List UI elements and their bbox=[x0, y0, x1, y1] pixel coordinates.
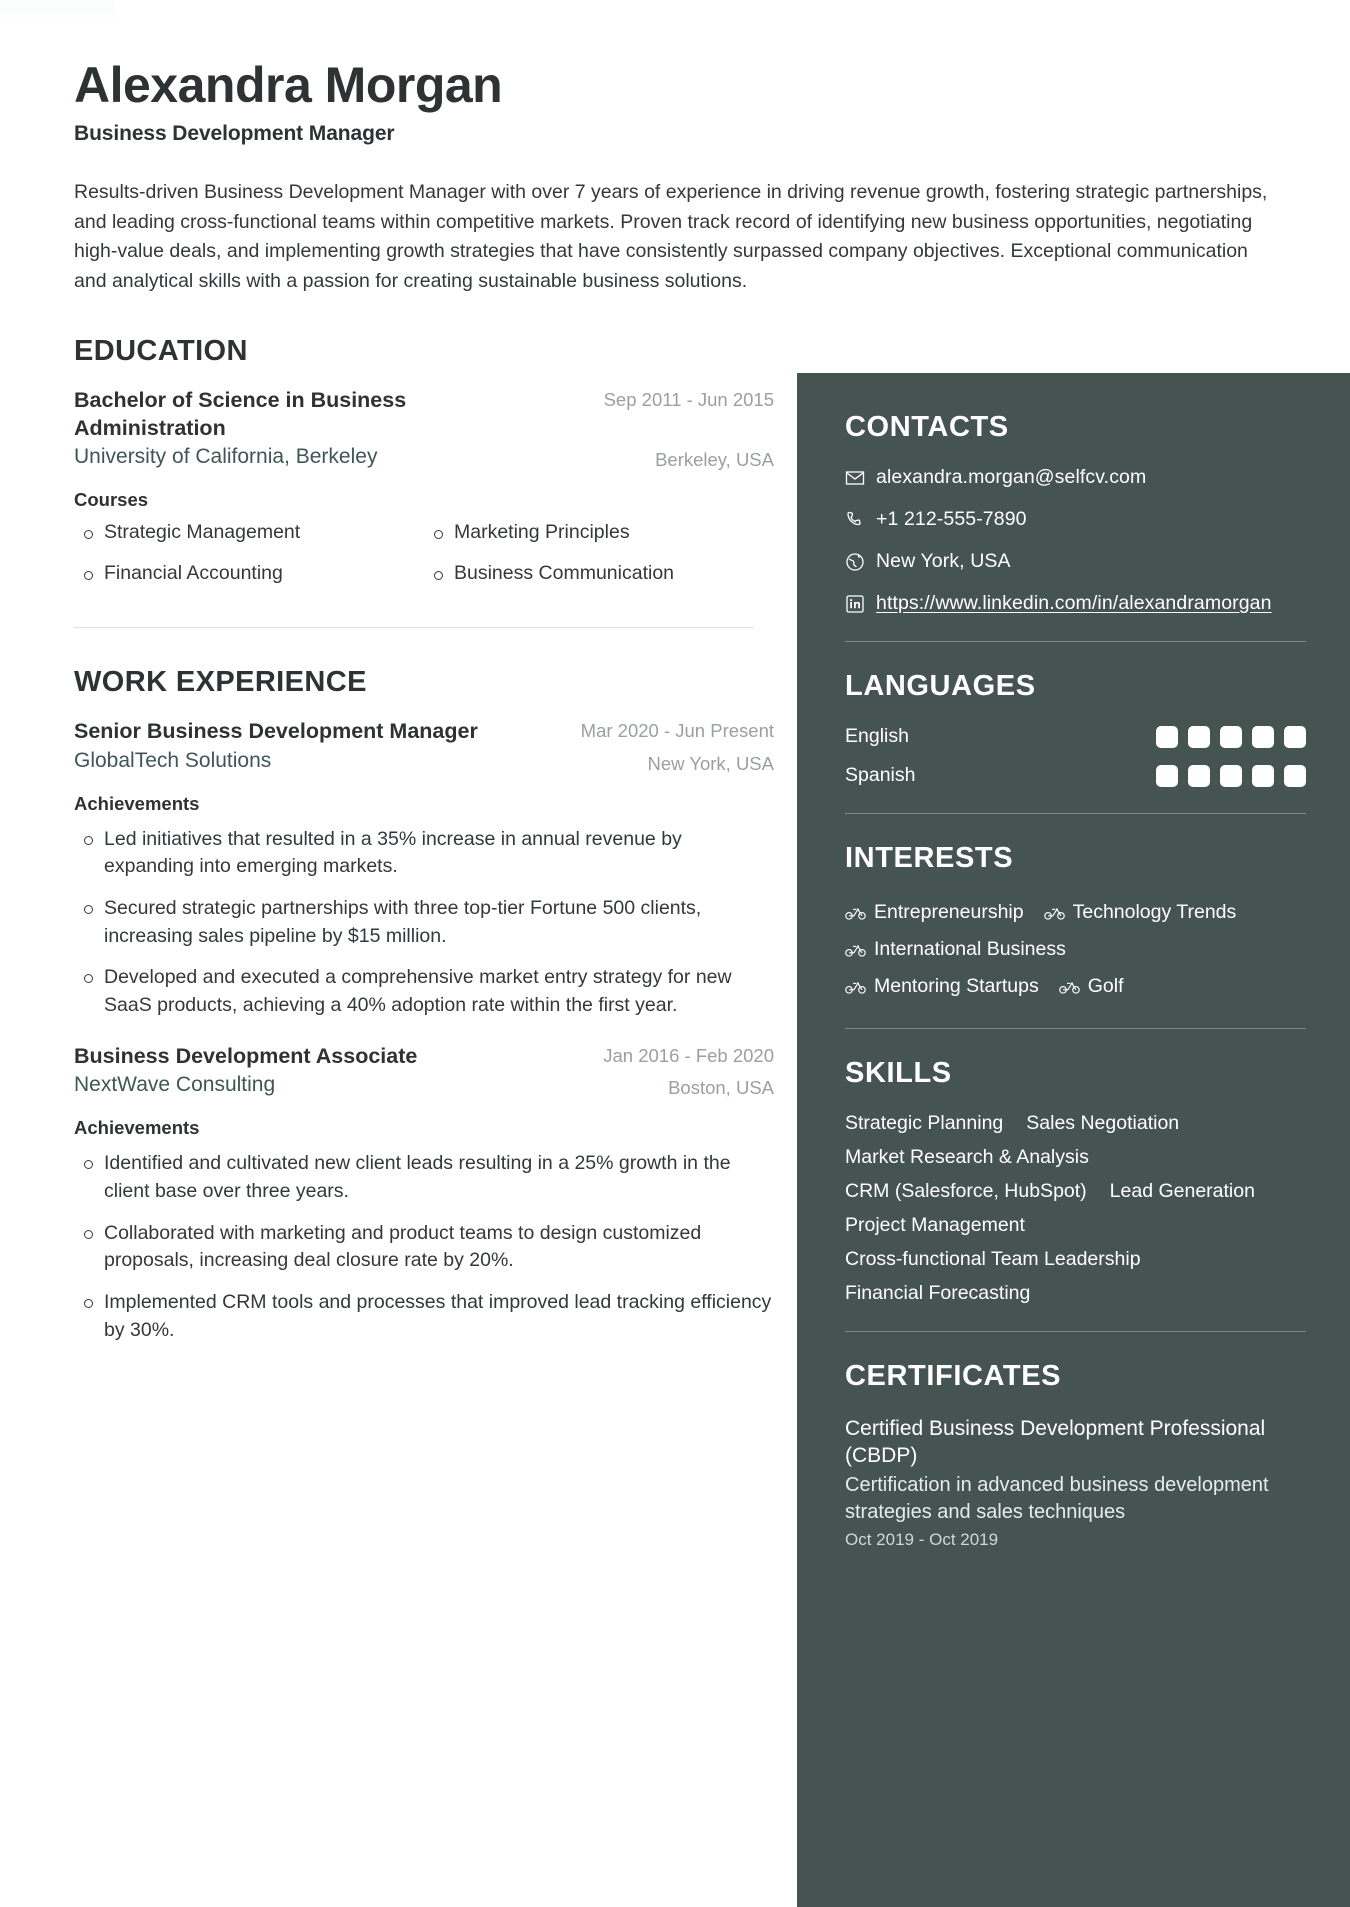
contact-location bbox=[845, 550, 1306, 573]
work-title: Senior Business Development Manager bbox=[74, 719, 478, 744]
work-date: Jan 2016 - Feb 2020 bbox=[603, 1044, 774, 1066]
achievement-item: Implemented CRM tools and processes that improved lead tracking efficiency by 30%. bbox=[74, 1289, 774, 1344]
level-dot bbox=[1252, 765, 1274, 787]
course-item: Marketing Principles bbox=[424, 521, 774, 544]
courses-label: Courses bbox=[74, 489, 149, 511]
courses-list bbox=[74, 521, 774, 603]
work-entry bbox=[74, 1042, 774, 1345]
section-divider bbox=[74, 627, 754, 628]
language-name: English bbox=[845, 725, 909, 747]
education-date: Sep 2011 - Jun 2015 bbox=[603, 388, 774, 410]
interest-label: Technology Trends bbox=[1072, 901, 1237, 923]
sidebar bbox=[797, 373, 1350, 1907]
interest-label: Golf bbox=[1087, 975, 1124, 997]
certificates-heading: CERTIFICATES bbox=[845, 1360, 1062, 1392]
interest-item bbox=[845, 971, 1039, 1002]
level-dot bbox=[1284, 765, 1306, 787]
interest-label: International Business bbox=[874, 938, 1066, 960]
bicycle-icon bbox=[845, 979, 866, 995]
achievements-label: Achievements bbox=[74, 792, 200, 814]
languages-heading: LANGUAGES bbox=[845, 670, 1036, 702]
skill-item: Financial Forecasting bbox=[845, 1282, 1031, 1304]
bicycle-icon bbox=[1059, 979, 1080, 995]
contacts-heading: CONTACTS bbox=[845, 411, 1009, 443]
achievement-item: Identified and cultivated new client leads resulting in a 25% growth in the client base over three years. bbox=[74, 1150, 774, 1205]
language-name: Spanish bbox=[845, 764, 916, 786]
interests-heading: INTERESTS bbox=[845, 842, 1014, 874]
contact-location-text: New York, USA bbox=[876, 550, 1011, 572]
sidebar-divider bbox=[845, 641, 1306, 642]
contact-email-text: alexandra.morgan@selfcv.com bbox=[876, 466, 1147, 488]
level-dot bbox=[1156, 765, 1178, 787]
envelope-icon bbox=[845, 468, 865, 488]
language-level-dots bbox=[1156, 765, 1306, 787]
skill-item: Market Research & Analysis bbox=[845, 1146, 1089, 1168]
interest-item bbox=[1044, 897, 1237, 928]
interests-list bbox=[845, 897, 1306, 1002]
level-dot bbox=[1284, 726, 1306, 748]
course-item: Strategic Management bbox=[74, 521, 424, 544]
globe-icon bbox=[845, 552, 865, 572]
bicycle-icon bbox=[1044, 905, 1065, 921]
education-school: University of California, Berkeley bbox=[74, 445, 378, 469]
education-section bbox=[74, 335, 774, 629]
level-dot bbox=[1252, 726, 1274, 748]
interest-item bbox=[845, 897, 1024, 928]
languages-section bbox=[845, 670, 1306, 787]
skills-list bbox=[845, 1112, 1306, 1305]
skill-item: Lead Generation bbox=[1109, 1180, 1255, 1202]
contact-linkedin[interactable] bbox=[845, 592, 1306, 615]
achievement-item: Collaborated with marketing and product teams to design customized proposals, increasing deal closure rate by 20%. bbox=[74, 1220, 774, 1275]
level-dot bbox=[1188, 726, 1210, 748]
certificate-title: Certified Business Development Professional (CBDP) bbox=[845, 1417, 1266, 1468]
work-section bbox=[74, 666, 774, 1344]
phone-icon bbox=[845, 510, 865, 530]
achievements-list bbox=[74, 826, 774, 1020]
skills-section bbox=[845, 1057, 1306, 1305]
work-title: Business Development Associate bbox=[74, 1043, 418, 1068]
language-row bbox=[845, 764, 1306, 787]
interest-label: Entrepreneurship bbox=[874, 901, 1024, 923]
work-heading: WORK EXPERIENCE bbox=[74, 666, 367, 699]
work-entry bbox=[74, 717, 774, 1020]
candidate-role: Business Development Manager bbox=[74, 122, 395, 145]
skills-heading: SKILLS bbox=[845, 1057, 952, 1089]
level-dot bbox=[1220, 765, 1242, 787]
skill-item: Sales Negotiation bbox=[1026, 1112, 1180, 1134]
bicycle-icon bbox=[845, 942, 866, 958]
contact-phone-text: +1 212-555-7890 bbox=[876, 508, 1027, 530]
education-heading: EDUCATION bbox=[74, 334, 248, 367]
interest-label: Mentoring Startups bbox=[874, 975, 1039, 997]
level-dot bbox=[1156, 726, 1178, 748]
certificate-description: Certification in advanced business development strategies and sales techniques bbox=[845, 1473, 1269, 1523]
course-item: Business Communication bbox=[424, 562, 774, 585]
sidebar-divider bbox=[845, 813, 1306, 814]
work-date: Mar 2020 - Jun Present bbox=[580, 720, 774, 742]
certificates-section bbox=[845, 1360, 1306, 1550]
achievement-item: Led initiatives that resulted in a 35% increase in annual revenue by expanding into emerging markets. bbox=[74, 826, 774, 881]
bicycle-icon bbox=[845, 905, 866, 921]
education-location: Berkeley, USA bbox=[655, 449, 774, 471]
achievements-list bbox=[74, 1150, 774, 1344]
work-location: New York, USA bbox=[647, 752, 774, 774]
interest-item bbox=[845, 934, 1306, 965]
contact-phone[interactable] bbox=[845, 508, 1306, 531]
interest-item bbox=[1059, 971, 1124, 1002]
achievement-item: Developed and executed a comprehensive market entry strategy for new SaaS products, achieving a 40% adoption rate within the first year. bbox=[74, 964, 774, 1019]
certificate-entry bbox=[845, 1415, 1306, 1550]
work-location: Boston, USA bbox=[668, 1077, 774, 1099]
skill-item: Project Management bbox=[845, 1214, 1025, 1236]
profile-summary: Results-driven Business Development Manager with over 7 years of experience in driving revenue growth, fostering strategic partnerships, and leading cross-functional teams within competitive markets. Proven track record of identifying new business opportunities, negotiating high-value deals, and implementing growth strategies that have consistently surpassed company objectives. Exceptional communication and analytical skills with a passion for creating sustainable business solutions. bbox=[74, 181, 1268, 292]
sidebar-divider bbox=[845, 1028, 1306, 1029]
education-entry bbox=[74, 386, 774, 604]
level-dot bbox=[1220, 726, 1242, 748]
achievement-item: Secured strategic partnerships with three top-tier Fortune 500 clients, increasing sales pipeline by $15 million. bbox=[74, 895, 774, 950]
skill-item: CRM (Salesforce, HubSpot) bbox=[845, 1180, 1087, 1202]
contact-linkedin-text[interactable]: https://www.linkedin.com/in/alexandramorgan bbox=[876, 592, 1272, 614]
language-row bbox=[845, 725, 1306, 748]
contact-email[interactable] bbox=[845, 466, 1306, 489]
achievements-label: Achievements bbox=[74, 1117, 200, 1139]
linkedin-icon bbox=[845, 594, 865, 614]
candidate-name: Alexandra Morgan bbox=[74, 57, 503, 113]
language-level-dots bbox=[1156, 726, 1306, 748]
course-item: Financial Accounting bbox=[74, 562, 424, 585]
certificate-date: Oct 2019 - Oct 2019 bbox=[845, 1529, 999, 1549]
sidebar-divider bbox=[845, 1331, 1306, 1332]
level-dot bbox=[1188, 765, 1210, 787]
contacts-section bbox=[845, 411, 1306, 615]
work-company: NextWave Consulting bbox=[74, 1073, 276, 1097]
skill-item: Cross-functional Team Leadership bbox=[845, 1248, 1141, 1270]
skill-item: Strategic Planning bbox=[845, 1112, 1004, 1134]
education-degree: Bachelor of Science in Business Administration bbox=[74, 387, 407, 440]
work-company: GlobalTech Solutions bbox=[74, 748, 272, 772]
interests-section bbox=[845, 842, 1306, 1002]
